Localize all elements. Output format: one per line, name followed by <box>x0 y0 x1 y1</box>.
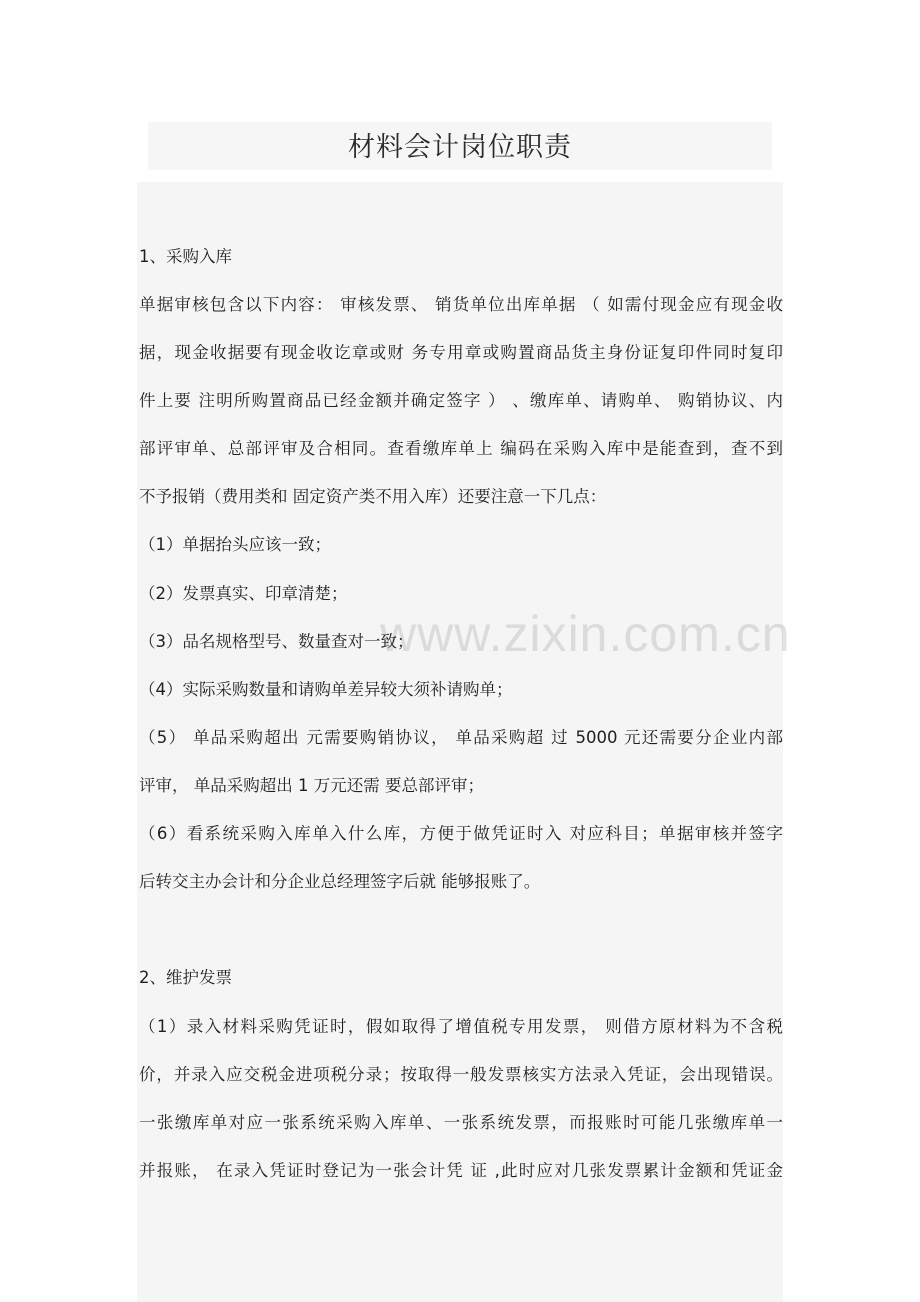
document-title: 材料会计岗位职责 <box>348 132 572 163</box>
list-item-2: （2）发票真实、印章清楚； <box>139 584 348 603</box>
paragraph-line: 并报账， 在录入凭证时登记为一张会计凭 证 ,此时应对几张发票累计金额和凭证金 <box>139 1161 783 1180</box>
paragraph-line: 部评审单、总部评审及合相同。查看缴库单上 编码在采购入库中是能查到，查不到 <box>139 439 783 458</box>
paragraph-line: 件上要 注明所购置商品已经金额并确定签字 ） 、缴库单、请购单、 购销协议、内 <box>139 391 783 410</box>
section-heading-1: 1、采购入库 <box>139 247 232 266</box>
list-item-6-cont: 后转交主办会计和分企业总经理签字后就 能够报账了。 <box>139 872 541 891</box>
paragraph-line: 一张缴库单对应一张系统采购入库单、一张系统发票，而报账时可能几张缴库单一 <box>139 1113 783 1132</box>
watermark: www.zixin.com.cn <box>380 606 791 662</box>
list-item-6: （6）看系统采购入库单入什么库，方便于做凭证时入 对应科目；单据审核并签字 <box>139 824 783 843</box>
list-item-5: （5） 单品采购超出 元需要购销协议， 单品采购超 过 5000 元还需要分企业内部 <box>139 728 783 747</box>
paragraph-line: 不予报销（费用类和 固定资产类不用入库）还要注意一下几点： <box>139 487 607 506</box>
section-heading-2: 2、维护发票 <box>139 968 232 987</box>
paragraph-line: 据，现金收据要有现金收讫章或财 务专用章或购置商品货主身份证复印件同时复印 <box>139 343 783 362</box>
list-item-3: （3）品名规格型号、数量查对一致； <box>139 632 414 651</box>
list-item-1: （1）单据抬头应该一致； <box>139 535 331 554</box>
list-item-4: （4）实际采购数量和请购单差异较大须补请购单； <box>139 680 513 699</box>
paragraph-line: 价，并录入应交税金进项税分录；按取得一般发票核实方法录入凭证，会出现错误。 <box>139 1065 783 1084</box>
paragraph-line: 单据审核包含以下内容： 审核发票、 销货单位出库单据 （ 如需付现金应有现金收 <box>139 295 783 314</box>
list-item-5-cont: 评审， 单品采购超出 1 万元还需 要总部评审； <box>139 776 484 795</box>
paragraph-line: （1）录入材料采购凭证时，假如取得了增值税专用发票， 则借方原材料为不含税 <box>139 1017 783 1036</box>
